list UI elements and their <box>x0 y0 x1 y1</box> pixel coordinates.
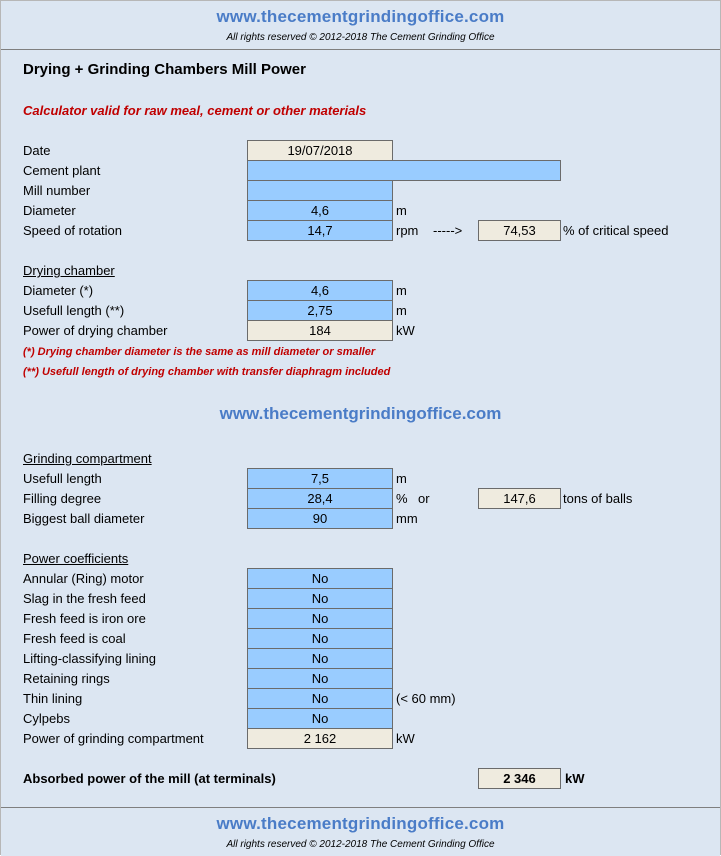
drying-length-input[interactable]: 2,75 <box>247 300 393 321</box>
grinding-length-unit: m <box>396 471 407 486</box>
filling-unit: % <box>396 491 408 506</box>
footer-rights: All rights reserved © 2012-2018 The Cement Grinding Office <box>226 839 495 850</box>
speed-label: Speed of rotation <box>23 223 123 238</box>
coef-select-slag[interactable]: No <box>247 588 393 609</box>
cement-plant-input[interactable] <box>247 160 561 181</box>
drying-diameter-label: Diameter (*) <box>23 283 94 298</box>
drying-length-unit: m <box>396 303 407 318</box>
date-field[interactable]: 19/07/2018 <box>247 140 393 161</box>
coef-select-cylpebs[interactable]: No <box>247 708 393 729</box>
critical-speed-label: % of critical speed <box>563 223 669 238</box>
coef-select-iron-ore[interactable]: No <box>247 608 393 629</box>
diameter-unit: m <box>396 203 407 218</box>
critical-speed-output: 74,53 <box>478 220 561 241</box>
thin-lining-note: (< 60 mm) <box>396 691 456 706</box>
total-power-label: Absorbed power of the mill (at terminals) <box>23 771 276 786</box>
date-label: Date <box>23 143 51 158</box>
calculator <box>1 50 720 807</box>
drying-diameter-input[interactable]: 4,6 <box>247 280 393 301</box>
page-title: Drying + Grinding Chambers Mill Power <box>23 61 306 78</box>
header <box>1 1 720 50</box>
or-text: or <box>418 491 430 506</box>
mid-site-link[interactable]: www.thecementgrindingoffice.com <box>219 404 502 423</box>
tons-output: 147,6 <box>478 488 561 509</box>
grinding-length-input[interactable]: 7,5 <box>247 468 393 489</box>
grinding-length-label: Usefull length <box>23 471 102 486</box>
ball-input[interactable]: 90 <box>247 508 393 529</box>
drying-diameter-unit: m <box>396 283 407 298</box>
validity-note: Calculator valid for raw meal, cement or other materials <box>23 103 367 118</box>
grinding-heading: Grinding compartment <box>23 451 152 466</box>
drying-power-label: Power of drying chamber <box>23 323 168 338</box>
diameter-label: Diameter <box>23 203 76 218</box>
total-power-output: 2 346 <box>478 768 561 789</box>
ball-unit: mm <box>396 511 418 526</box>
speed-input[interactable]: 14,7 <box>247 220 393 241</box>
ball-label: Biggest ball diameter <box>23 511 145 526</box>
grinding-power-label: Power of grinding compartment <box>23 731 204 746</box>
total-power-unit: kW <box>565 771 585 786</box>
mill-number-label: Mill number <box>23 183 91 198</box>
drying-power-output: 184 <box>247 320 393 341</box>
coef-select-retaining-rings[interactable]: No <box>247 668 393 689</box>
filling-input[interactable]: 28,4 <box>247 488 393 509</box>
coef-select-ring-motor[interactable]: No <box>247 568 393 589</box>
mill-number-input[interactable] <box>247 180 393 201</box>
filling-label: Filling degree <box>23 491 102 506</box>
coef-label-coal: Fresh feed is coal <box>23 631 126 646</box>
speed-unit: rpm <box>396 223 419 238</box>
coef-label-ring-motor: Annular (Ring) motor <box>23 571 144 586</box>
header-rights: All rights reserved © 2012-2018 The Cement Grinding Office <box>226 32 495 43</box>
footer <box>1 807 720 856</box>
drying-note-2: (**) Usefull length of drying chamber with transfer diaphragm included <box>23 366 391 378</box>
drying-heading: Drying chamber <box>23 263 115 278</box>
drying-note-1: (*) Drying chamber diameter is the same as mill diameter or smaller <box>23 346 376 358</box>
coef-label-thin-lining: Thin lining <box>23 691 83 706</box>
coef-select-thin-lining[interactable]: No <box>247 688 393 709</box>
tons-label: tons of balls <box>563 491 633 506</box>
grinding-power-unit: kW <box>396 731 415 746</box>
arrow-text: -----> <box>433 223 463 238</box>
diameter-input[interactable]: 4,6 <box>247 200 393 221</box>
coef-label-cylpebs: Cylpebs <box>23 711 70 726</box>
footer-site-link[interactable]: www.thecementgrindingoffice.com <box>216 814 505 833</box>
drying-length-label: Usefull length (**) <box>23 303 125 318</box>
coef-label-iron-ore: Fresh feed is iron ore <box>23 611 146 626</box>
drying-power-unit: kW <box>396 323 415 338</box>
coefficients-heading: Power coefficients <box>23 551 129 566</box>
coef-label-slag: Slag in the fresh feed <box>23 591 146 606</box>
coef-select-lifting-lining[interactable]: No <box>247 648 393 669</box>
header-site-link[interactable]: www.thecementgrindingoffice.com <box>216 7 505 26</box>
cement-plant-label: Cement plant <box>23 163 101 178</box>
grinding-power-output: 2 162 <box>247 728 393 749</box>
coef-label-retaining-rings: Retaining rings <box>23 671 110 686</box>
coef-select-coal[interactable]: No <box>247 628 393 649</box>
coef-label-lifting-lining: Lifting-classifying lining <box>23 651 156 666</box>
